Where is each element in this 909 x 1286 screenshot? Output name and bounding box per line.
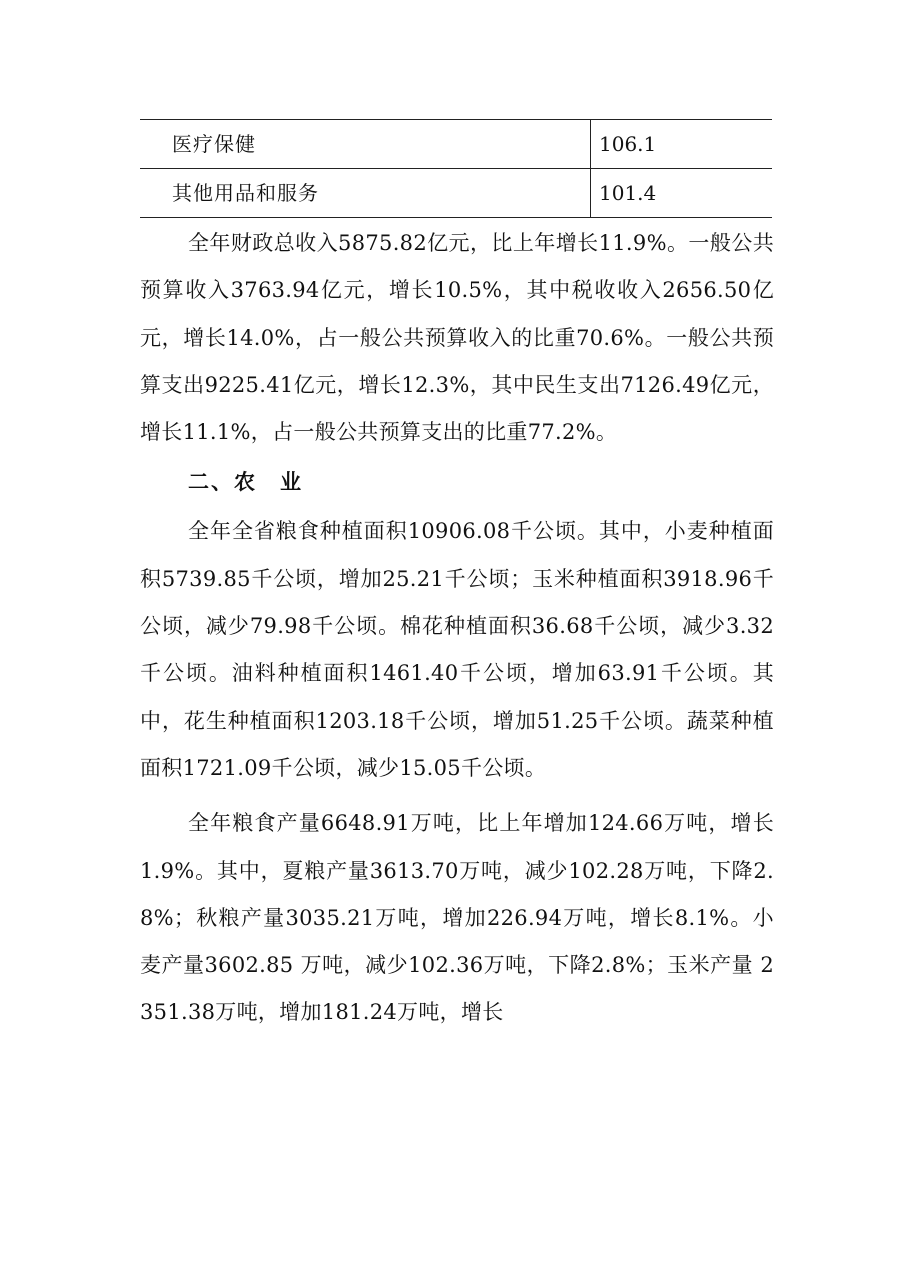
table-cell-category: 其他用品和服务	[140, 169, 591, 218]
table-cell-value: 106.1	[591, 120, 773, 169]
table-cell-value: 101.4	[591, 169, 773, 218]
paragraph-planting-area: 全年全省粮食种植面积10906.08千公顷。其中，小麦种植面积5739.85千公顷，增加25.21千公顷；玉米种植面积3918.96千公顷，减少79.98千公顷。棉花种植面积36.68千公顷，减少3.32千公顷。油料种植面积1461.40千公顷，增加63.91千公顷。其中，花生种植面积1203.18千公顷，增加51.25千公顷。蔬菜种植面积1721.09千公顷，减少15.05千公顷。	[140, 519, 774, 780]
paragraph-finance: 全年财政总收入5875.82亿元，比上年增长11.9%。一般公共预算收入3763.94亿元，增长10.5%，其中税收收入2656.50亿元，增长14.0%，占一般公共预算收入的比重70.6%。一般公共预算支出9225.41亿元，增长12.3%，其中民生支出7126.49亿元，增长11.1%，占一般公共预算支出的比重77.2%。	[140, 231, 774, 445]
body-text	[140, 220, 774, 1037]
paragraph-grain-output: 全年粮食产量6648.91万吨，比上年增加124.66万吨，增长1.9%。其中，夏粮产量3613.70万吨，减少102.28万吨，下降2.8%；秋粮产量3035.21万吨，增加226.94万吨，增长8.1%。小麦产量3602.85 万吨，减少102.36万吨，下降2.8%；玉米产量 2351.38万吨，增加181.24万吨，增长	[140, 811, 774, 1025]
table-cell-category: 医疗保健	[140, 120, 591, 169]
table-row	[140, 169, 772, 218]
section-heading-agriculture: 二、农 业	[188, 470, 303, 495]
price-index-table	[140, 119, 772, 218]
table-row	[140, 120, 772, 169]
